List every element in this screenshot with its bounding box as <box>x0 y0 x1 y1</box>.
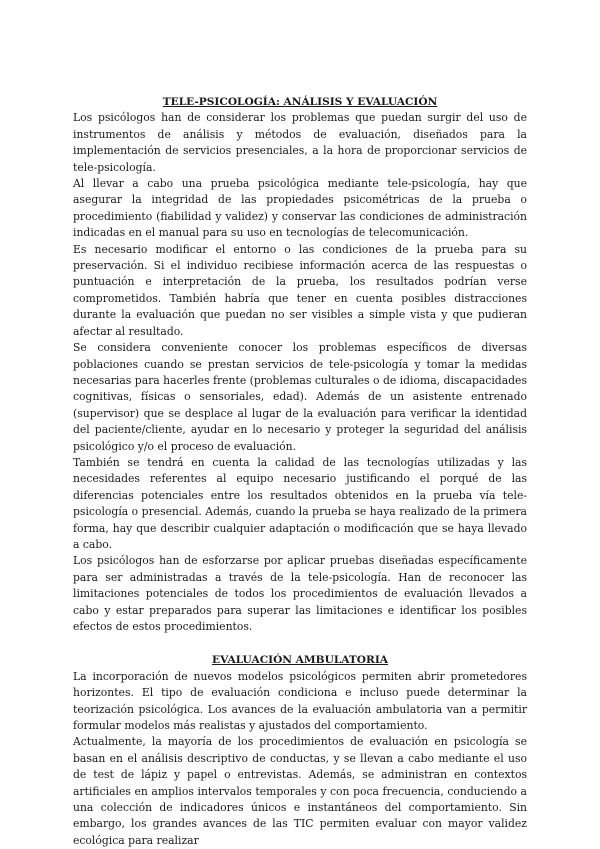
paragraph: Al llevar a cabo una prueba psicológica mediante tele-psicología, hay que asegurar la integridad de las propiedades psicométricas de la prueba o procedimiento (fiabilidad y validez) y conservar las condiciones de administración indicadas en el manual para su uso en tecnologías de telecomunicación. <box>73 177 527 240</box>
section-title-telepsicologia: TELE-PSICOLOGÍA: ANÁLISIS Y EVALUACIÓN <box>162 96 438 108</box>
paragraph: La incorporación de nuevos modelos psicológicos permiten abrir prometedores horizontes. El tipo de evaluación condiciona e incluso puede determinar la teorización psicológica. Los avances de la evaluación ambulatoria van a permitir formular modelos más realistas y ajustados del comportamiento. <box>73 669 527 733</box>
paragraph: Actualmente, la mayoría de los procedimientos de evaluación en psicología se basan en el análisis descriptivo de conductas, y se llevan a cabo mediante el uso de test de lápiz y papel o entrevistas. Además, se administran en contextos artificiales en amplios intervalos temporales y con poca frecuencia, conduciendo a una colección de indicadores únicos e instantáneos del comportamiento. Sin embargo, los grandes avances de las TIC permiten evaluar con mayor validez ecológica para realizar <box>73 735 527 847</box>
paragraph: Es necesario modificar el entorno o las condiciones de la prueba para su preservación. Si el individuo recibiese información acerca de las respuestas o puntuación e interpretación de la prueba, los resultados podrían verse comprometidos. También habría que tener en cuenta posibles distracciones durante la evaluación que puedan no ser visibles a simple vista y que pudieran afectar al resultado. <box>73 242 527 338</box>
paragraph: Los psicólogos han de considerar los problemas que puedan surgir del uso de instrumentos de análisis y métodos de evaluación, diseñados para la implementación de servicios presenciales, a la hora de proporcionar servicios de tele-psicología. <box>73 111 527 174</box>
section-title-evaluacion-ambulatoria: EVALUACIÓN AMBULATORIA <box>212 654 388 667</box>
paragraph: Los psicólogos han de esforzarse por aplicar pruebas diseñadas específicamente para ser administradas a través de la tele-psicología. Han de reconocer las limitaciones potenciales de todos los procedimientos de evaluación llevados a cabo y estar preparados para superar las limitaciones e identificar los posibles efectos de estos procedimientos. <box>73 554 527 633</box>
paragraph: Se considera conveniente conocer los problemas específicos de diversas poblaciones cuando se prestan servicios de tele-psicología y tomar la medidas necesarias para hacerles frente (problemas culturales o de idioma, discapacidades cognitivas, físicas o sensoriales, edad). Además de un asistente entrenado (supervisor) que se desplace al lugar de la evaluación para verificar la identidad del paciente/cliente, ayudar en lo necesario y proteger la seguridad del análisis psicológico y/o el proceso de evaluación. <box>73 341 527 453</box>
document-page <box>73 94 527 849</box>
paragraph: También se tendrá en cuenta la calidad de las tecnologías utilizadas y las necesidades referentes al equipo necesario justificando el porqué de las diferencias potenciales entre los resultados obtenidos en la prueba vía tele-psicología o presencial. Además, cuando la prueba se haya realizado de la primera forma, hay que describir cualquier adaptación o modificación que se haya llevado a cabo. <box>73 455 527 551</box>
